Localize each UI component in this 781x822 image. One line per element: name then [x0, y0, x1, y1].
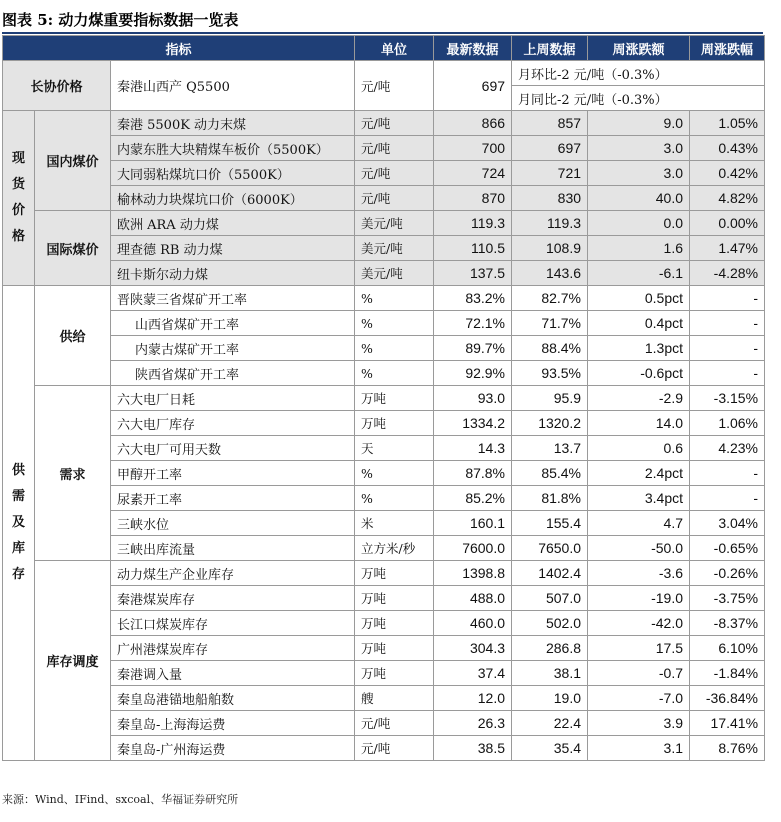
- row-name: 秦皇岛-上海海运费: [111, 711, 355, 736]
- row-latest: 14.3: [434, 436, 512, 461]
- row-change: -7.0: [588, 686, 690, 711]
- row-change: 3.0: [588, 161, 690, 186]
- row-change: 3.1: [588, 736, 690, 761]
- row-name: 大同弱粘煤坑口价（5500K）: [111, 161, 355, 186]
- row-name: 秦港煤炭库存: [111, 586, 355, 611]
- row-prev: 286.8: [512, 636, 588, 661]
- header-latest: 最新数据: [434, 36, 512, 61]
- row-prev: 721: [512, 161, 588, 186]
- row-prev: 7650.0: [512, 536, 588, 561]
- table-row: [3, 736, 765, 761]
- row-unit: %: [355, 461, 434, 486]
- source-note: 来源：Wind、IFind、sxcoal、华福证券研究所: [2, 793, 239, 806]
- row-percent: -: [690, 286, 765, 311]
- figure-title: 图表 5: 动力煤重要指标数据一览表: [2, 11, 239, 29]
- row-percent: 6.10%: [690, 636, 765, 661]
- row-name: 秦港山西产 Q5500: [111, 61, 355, 111]
- row-latest: 37.4: [434, 661, 512, 686]
- row-prev: 82.7%: [512, 286, 588, 311]
- row-unit: 万吨: [355, 611, 434, 636]
- row-unit: 美元/吨: [355, 236, 434, 261]
- header-row: [3, 36, 765, 61]
- row-change: -42.0: [588, 611, 690, 636]
- row-latest: 460.0: [434, 611, 512, 636]
- row-unit: 元/吨: [355, 111, 434, 136]
- row-name: 六大电厂库存: [111, 411, 355, 436]
- row-change: 9.0: [588, 111, 690, 136]
- row-unit: 元/吨: [355, 161, 434, 186]
- row-prev: 13.7: [512, 436, 588, 461]
- row-unit: 元/吨: [355, 711, 434, 736]
- row-unit: 万吨: [355, 661, 434, 686]
- row-change: -6.1: [588, 261, 690, 286]
- row-unit: 万吨: [355, 561, 434, 586]
- row-latest: 72.1%: [434, 311, 512, 336]
- header-wow-amount: 周涨跌额: [588, 36, 690, 61]
- row-unit: 元/吨: [355, 736, 434, 761]
- row-name: 秦港 5500K 动力末煤: [111, 111, 355, 136]
- table-row: [3, 161, 765, 186]
- table-row: [3, 261, 765, 286]
- row-percent: 1.06%: [690, 411, 765, 436]
- group-label-long-contract: 长协价格: [3, 61, 111, 111]
- row-prev: 1320.2: [512, 411, 588, 436]
- row-unit: 万吨: [355, 636, 434, 661]
- table-row: [3, 536, 765, 561]
- row-unit: 艘: [355, 686, 434, 711]
- row-name: 三峡水位: [111, 511, 355, 536]
- row-prev: 22.4: [512, 711, 588, 736]
- row-name: 三峡出库流量: [111, 536, 355, 561]
- row-percent: -: [690, 336, 765, 361]
- row-name: 秦皇岛港锚地船舶数: [111, 686, 355, 711]
- row-latest: 1334.2: [434, 411, 512, 436]
- row-percent: 0.42%: [690, 161, 765, 186]
- row-percent: 0.43%: [690, 136, 765, 161]
- row-name: 六大电厂可用天数: [111, 436, 355, 461]
- row-prev: 155.4: [512, 511, 588, 536]
- row-percent: -8.37%: [690, 611, 765, 636]
- table-row: [3, 111, 765, 136]
- row-name: 尿素开工率: [111, 486, 355, 511]
- table-row: [3, 311, 765, 336]
- table-row: [3, 211, 765, 236]
- row-change: -3.6: [588, 561, 690, 586]
- row-latest: 110.5: [434, 236, 512, 261]
- row-name: 六大电厂日耗: [111, 386, 355, 411]
- row-change: -0.6pct: [588, 361, 690, 386]
- row-percent: 0.00%: [690, 211, 765, 236]
- row-latest: 866: [434, 111, 512, 136]
- row-percent: 17.41%: [690, 711, 765, 736]
- row-name: 秦港调入量: [111, 661, 355, 686]
- row-unit: 万吨: [355, 386, 434, 411]
- row-prev: 108.9: [512, 236, 588, 261]
- table-row: [3, 586, 765, 611]
- row-percent: 8.76%: [690, 736, 765, 761]
- table-row: [3, 186, 765, 211]
- row-change: -2.9: [588, 386, 690, 411]
- row-prev: 35.4: [512, 736, 588, 761]
- row-name: 欧洲 ARA 动力煤: [111, 211, 355, 236]
- yoy-note: 月同比-2 元/吨（-0.3%）: [512, 86, 765, 111]
- row-change: 17.5: [588, 636, 690, 661]
- row-prev: 38.1: [512, 661, 588, 686]
- row-percent: 1.47%: [690, 236, 765, 261]
- row-percent: -3.15%: [690, 386, 765, 411]
- row-unit: 米: [355, 511, 434, 536]
- row-prev: 88.4%: [512, 336, 588, 361]
- row-change: 1.6: [588, 236, 690, 261]
- row-latest: 87.8%: [434, 461, 512, 486]
- row-unit: 万吨: [355, 411, 434, 436]
- table-row: [3, 286, 765, 311]
- row-unit: %: [355, 311, 434, 336]
- row-change: -19.0: [588, 586, 690, 611]
- row-percent: -: [690, 311, 765, 336]
- row-percent: 1.05%: [690, 111, 765, 136]
- row-prev: 502.0: [512, 611, 588, 636]
- row-latest: 697: [434, 61, 512, 111]
- row-unit: 元/吨: [355, 136, 434, 161]
- subgroup-label-supply: 供给: [35, 286, 111, 386]
- row-name: 纽卡斯尔动力煤: [111, 261, 355, 286]
- row-change: -50.0: [588, 536, 690, 561]
- table-row: [3, 636, 765, 661]
- row-latest: 89.7%: [434, 336, 512, 361]
- row-latest: 137.5: [434, 261, 512, 286]
- row-prev: 857: [512, 111, 588, 136]
- table-row: [3, 686, 765, 711]
- row-percent: -: [690, 361, 765, 386]
- row-percent: -3.75%: [690, 586, 765, 611]
- subgroup-label-inventory: 库存调度: [35, 561, 111, 761]
- row-change: 14.0: [588, 411, 690, 436]
- title-divider: [2, 32, 763, 34]
- row-latest: 26.3: [434, 711, 512, 736]
- row-prev: 71.7%: [512, 311, 588, 336]
- row-percent: -4.28%: [690, 261, 765, 286]
- row-prev: 119.3: [512, 211, 588, 236]
- row-prev: 1402.4: [512, 561, 588, 586]
- header-prev: 上周数据: [512, 36, 588, 61]
- row-name: 动力煤生产企业库存: [111, 561, 355, 586]
- row-change: 3.9: [588, 711, 690, 736]
- row-unit: %: [355, 486, 434, 511]
- table-row: [3, 611, 765, 636]
- row-latest: 12.0: [434, 686, 512, 711]
- row-name: 广州港煤炭库存: [111, 636, 355, 661]
- coal-indicator-table: [2, 35, 765, 761]
- table-row: [3, 511, 765, 536]
- row-percent: 3.04%: [690, 511, 765, 536]
- table-row: [3, 486, 765, 511]
- row-change: 2.4pct: [588, 461, 690, 486]
- row-prev: 85.4%: [512, 461, 588, 486]
- row-change: 3.4pct: [588, 486, 690, 511]
- table-row: [3, 361, 765, 386]
- row-prev: 143.6: [512, 261, 588, 286]
- row-unit: 元/吨: [355, 186, 434, 211]
- row-unit: 万吨: [355, 586, 434, 611]
- row-latest: 83.2%: [434, 286, 512, 311]
- subgroup-label-international: 国际煤价: [35, 211, 111, 286]
- row-unit: 美元/吨: [355, 211, 434, 236]
- group-label-spot: 现货价格: [3, 111, 35, 286]
- row-prev: 830: [512, 186, 588, 211]
- row-percent: -: [690, 486, 765, 511]
- row-latest: 85.2%: [434, 486, 512, 511]
- row-latest: 488.0: [434, 586, 512, 611]
- row-unit: 立方米/秒: [355, 536, 434, 561]
- row-name: 内蒙古煤矿开工率: [111, 336, 355, 361]
- row-change: 0.6: [588, 436, 690, 461]
- row-name: 甲醇开工率: [111, 461, 355, 486]
- row-unit: %: [355, 286, 434, 311]
- row-name: 秦皇岛-广州海运费: [111, 736, 355, 761]
- row-percent: -0.26%: [690, 561, 765, 586]
- row-prev: 507.0: [512, 586, 588, 611]
- row-name: 长江口煤炭库存: [111, 611, 355, 636]
- row-name: 理查德 RB 动力煤: [111, 236, 355, 261]
- row-percent: -: [690, 461, 765, 486]
- row-change: 0.4pct: [588, 311, 690, 336]
- row-latest: 119.3: [434, 211, 512, 236]
- row-latest: 700: [434, 136, 512, 161]
- row-latest: 92.9%: [434, 361, 512, 386]
- row-prev: 93.5%: [512, 361, 588, 386]
- row-prev: 95.9: [512, 386, 588, 411]
- row-percent: -36.84%: [690, 686, 765, 711]
- subgroup-label-domestic: 国内煤价: [35, 111, 111, 211]
- table-row: [3, 411, 765, 436]
- row-latest: 870: [434, 186, 512, 211]
- row-unit: 天: [355, 436, 434, 461]
- header-wow-percent: 周涨跌幅: [690, 36, 765, 61]
- row-latest: 304.3: [434, 636, 512, 661]
- row-name: 陕西省煤矿开工率: [111, 361, 355, 386]
- row-change: 40.0: [588, 186, 690, 211]
- row-unit: %: [355, 361, 434, 386]
- row-change: 4.7: [588, 511, 690, 536]
- mom-note: 月环比-2 元/吨（-0.3%）: [512, 61, 765, 86]
- row-percent: -1.84%: [690, 661, 765, 686]
- row-latest: 724: [434, 161, 512, 186]
- row-latest: 38.5: [434, 736, 512, 761]
- subgroup-label-demand: 需求: [35, 386, 111, 561]
- row-latest: 1398.8: [434, 561, 512, 586]
- table-row: [3, 136, 765, 161]
- row-latest: 93.0: [434, 386, 512, 411]
- row-name: 山西省煤矿开工率: [111, 311, 355, 336]
- table-row: [3, 436, 765, 461]
- row-change: 1.3pct: [588, 336, 690, 361]
- table-row: [3, 461, 765, 486]
- row-name: 榆林动力块煤坑口价（6000K）: [111, 186, 355, 211]
- header-indicator: 指标: [3, 36, 355, 61]
- table-row: [3, 61, 765, 86]
- row-prev: 81.8%: [512, 486, 588, 511]
- row-latest: 160.1: [434, 511, 512, 536]
- row-percent: 4.82%: [690, 186, 765, 211]
- header-unit: 单位: [355, 36, 434, 61]
- row-prev: 19.0: [512, 686, 588, 711]
- table-row: [3, 561, 765, 586]
- row-prev: 697: [512, 136, 588, 161]
- row-unit: 元/吨: [355, 61, 434, 111]
- row-name: 内蒙东胜大块精煤车板价（5500K）: [111, 136, 355, 161]
- row-change: 3.0: [588, 136, 690, 161]
- table-row: [3, 336, 765, 361]
- row-name: 晋陕蒙三省煤矿开工率: [111, 286, 355, 311]
- row-unit: 美元/吨: [355, 261, 434, 286]
- row-change: 0.5pct: [588, 286, 690, 311]
- row-change: -0.7: [588, 661, 690, 686]
- row-latest: 7600.0: [434, 536, 512, 561]
- row-unit: %: [355, 336, 434, 361]
- table-row: [3, 661, 765, 686]
- row-percent: 4.23%: [690, 436, 765, 461]
- table-row: [3, 386, 765, 411]
- row-percent: -0.65%: [690, 536, 765, 561]
- group-label-supply-demand: 供需及库存: [3, 286, 35, 761]
- table-row: [3, 711, 765, 736]
- table-row: [3, 236, 765, 261]
- row-change: 0.0: [588, 211, 690, 236]
